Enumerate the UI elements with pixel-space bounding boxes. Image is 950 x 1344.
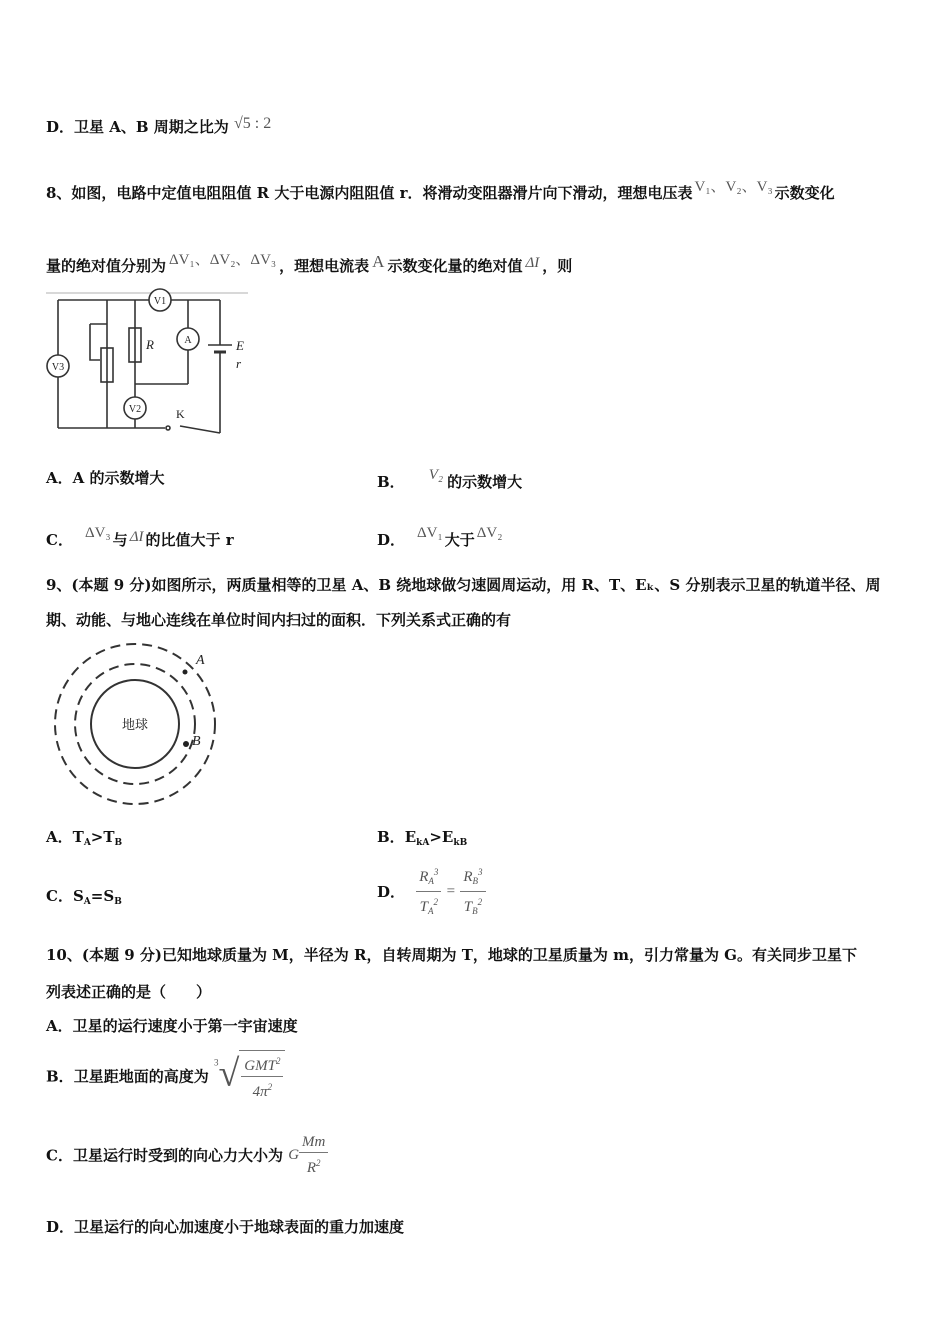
- q9-option-a: [46, 826, 122, 848]
- q9-stem-line2: 期、动能、与地心连线在单位时间内扫过的面积．下列关系式正确的有: [46, 611, 512, 629]
- option-text: 的比值大于 r: [145, 531, 234, 549]
- option-label: B．: [46, 1067, 74, 1086]
- q8-option-a: [46, 467, 165, 488]
- option-label: B．: [377, 828, 405, 846]
- gravity-formula: G $\frac{Mm}{R^2}$: [288, 1132, 328, 1178]
- ammeter-math: A: [372, 252, 385, 271]
- q8-text: 8、如图，电路中定值电阻阻值 R 大于电源内阻阻值 r．将滑动变阻器滑片向下滑动，理想电压表: [46, 184, 693, 202]
- option-text: >E: [429, 828, 454, 846]
- option-text: 的示数增大: [447, 473, 523, 491]
- option-label: D．: [46, 1218, 75, 1236]
- q8-text: ，则: [542, 257, 573, 275]
- q10-stem-line2: 列表述正确的是（ ）: [46, 983, 212, 1001]
- q9-option-c: [46, 885, 122, 907]
- option-text: S: [72, 887, 84, 905]
- subscript: B: [114, 838, 123, 848]
- sqrt5-ratio-math: √5 : 2: [234, 115, 272, 132]
- option-text: A 的示数增大: [72, 469, 165, 487]
- q8-text: 量的绝对值分别为: [46, 257, 167, 275]
- subscript: A: [83, 838, 91, 848]
- option-text: 卫星运行时受到的向心力大小为: [72, 1146, 283, 1165]
- q10-option-c: [46, 1132, 328, 1178]
- q10-option-a: [46, 1015, 298, 1036]
- q8-option-b: [377, 467, 522, 492]
- subscript: kA: [416, 838, 430, 848]
- option-text: 卫星 A、B 周期之比为: [74, 118, 229, 136]
- option-text: 卫星距地面的高度为: [73, 1067, 209, 1086]
- cube-root-formula: $^3$√ $\frac{GMT^2}{4\pi^2}$: [214, 1050, 286, 1102]
- delta-i-math: ΔI: [525, 255, 540, 271]
- q8-text: ，理想电流表: [279, 257, 370, 275]
- option-label: D．: [46, 118, 75, 136]
- option-label: C．: [46, 531, 73, 549]
- option-text: 卫星运行的向心加速度小于地球表面的重力加速度: [74, 1218, 405, 1236]
- delta-v1-math: ΔV₁: [417, 525, 443, 541]
- satellite-a-label: A: [196, 653, 205, 668]
- q8-stem-line2: [46, 248, 572, 276]
- fraction-a: $\frac{R_A^3}{T_A^2}$: [416, 862, 441, 921]
- option-label: C．: [46, 1146, 73, 1165]
- e-label: E: [236, 338, 244, 353]
- q8-option-c: [46, 525, 234, 550]
- voltmeter-math: V₁、V₂、V₃: [694, 179, 773, 195]
- v2-label: V2: [128, 404, 142, 415]
- option-label: B．: [377, 473, 405, 491]
- earth-label: 地球: [121, 718, 149, 733]
- delta-i-math: ΔI: [129, 529, 144, 545]
- delta-v-math: ΔV₁、ΔV₂、ΔV₃: [169, 252, 277, 268]
- option-text: E: [404, 828, 417, 846]
- subscript: kB: [453, 838, 468, 848]
- subscript: A: [83, 897, 91, 907]
- option-text: T: [72, 828, 84, 846]
- option-text: =S: [90, 887, 115, 905]
- q10-option-b: [46, 1050, 285, 1102]
- orbit-diagram: [48, 640, 228, 810]
- q7-option-d: [46, 115, 271, 137]
- option-text: 与: [112, 531, 128, 549]
- q8-text: 示数变化量的绝对值: [387, 257, 523, 275]
- q10-option-d: [46, 1216, 404, 1237]
- option-text: 大于: [444, 531, 475, 549]
- delta-v3-math: ΔV₃: [84, 525, 111, 541]
- option-label: D．: [377, 531, 406, 549]
- kepler-formula: $\frac{R_A^3}{T_A^2}$ = $\frac{R_B^3}{T_B^2}$: [416, 862, 485, 921]
- v1-label: V1: [153, 296, 167, 307]
- q8-stem-line1: [46, 175, 835, 203]
- r-label: R: [146, 337, 154, 352]
- q8-option-d: [377, 525, 504, 550]
- option-text: >T: [90, 828, 115, 846]
- option-label: A．: [46, 469, 73, 487]
- q9-option-d: [377, 862, 486, 921]
- k-label: K: [176, 407, 185, 421]
- option-label: A．: [46, 828, 73, 846]
- ammeter-label: A: [184, 335, 192, 346]
- circuit-diagram: [40, 288, 255, 438]
- q9-option-b: [377, 826, 467, 848]
- option-text: 卫星的运行速度小于第一宇宙速度: [72, 1017, 298, 1035]
- option-label: A．: [46, 1017, 73, 1035]
- subscript: B: [114, 897, 122, 907]
- q9-stem-line1: 9、(本题 9 分)如图所示，两质量相等的卫星 A、B 绕地球做匀速圆周运动，用 R、T、Eₖ、S 分别表示卫星的轨道半径、周: [46, 576, 881, 594]
- q8-text-end: 示数变化: [774, 184, 835, 202]
- fraction-b: $\frac{R_B^3}{T_B^2}$: [460, 862, 485, 921]
- satellite-b-label: B: [192, 734, 201, 749]
- v3-label: V3: [51, 362, 65, 373]
- v2-math: V₂: [428, 467, 444, 483]
- q10-stem-line1: 10、(本题 9 分)已知地球质量为 M，半径为 R，自转周期为 T，地球的卫星质量为 m，引力常量为 G。有关同步卫星下: [46, 946, 857, 964]
- delta-v2-math: ΔV₂: [476, 525, 503, 541]
- r-small-label: r: [236, 356, 242, 371]
- option-label: D．: [377, 883, 406, 901]
- option-label: C．: [46, 887, 73, 905]
